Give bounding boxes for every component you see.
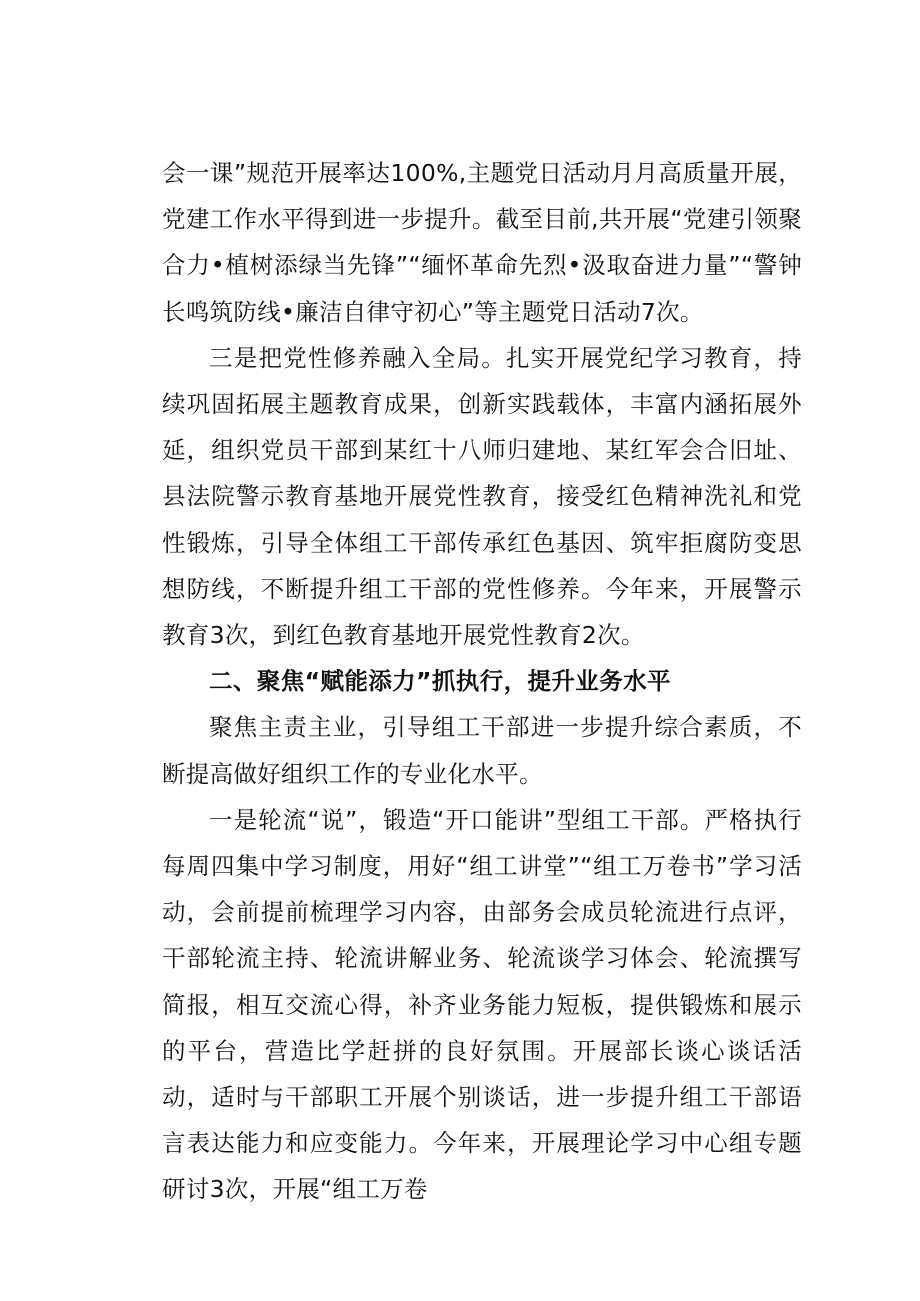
paragraph-continuation: 会一课”规范开展率达100%,主题党日活动月月高质量开展，党建工作水平得到进一步提升。截至目前,共开展“党建引领聚合力•植树添绿当先锋”“缅怀革命先烈•汲取奋进力量”“警钟长鸣筑防线•廉洁自律守初心”等主题党日活动7次。	[162, 159, 802, 326]
section-heading: 二、聚焦“赋能添力”抓执行，提升业务水平	[209, 667, 671, 696]
document-body	[162, 150, 802, 1213]
paragraph-party-cultivation: 三是把党性修养融入全局。扎实开展党纪学习教育，持续巩固拓展主题教育成果，创新实践载体，丰富内涵拓展外延，组织党员干部到某红十八师归建地、某红军会合旧址、县法院警示教育基地开展党性教育，接受红色精神洗礼和党性锻炼，引导全体组工干部传承红色基因、筑牢拒腐防变思想防线，不断提升组工干部的党性修养。今年来，开展警示教育3次，到红色教育基地开展党性教育2次。	[162, 343, 802, 650]
paragraph-section-intro: 聚焦主责主业，引导组工干部进一步提升综合素质，不断提高做好组织工作的专业化水平。	[162, 713, 802, 788]
paragraph-rotation-speaking: 一是轮流“说”，锻造“开口能讲”型组工干部。严格执行每周四集中学习制度，用好“组工讲堂”“组工万卷书”学习活动，会前提前梳理学习内容，由部务会成员轮流进行点评，干部轮流主持、轮流讲解业务、轮流谈学习体会、轮流撰写简报，相互交流心得，补齐业务能力短板，提供锻炼和展示的平台，营造比学赶拼的良好氛围。开展部长谈心谈话活动，适时与干部职工开展个别谈话，进一步提升组工干部语言表达能力和应变能力。今年来，开展理论学习中心组专题研讨3次，开展“组工万卷	[162, 805, 802, 1204]
